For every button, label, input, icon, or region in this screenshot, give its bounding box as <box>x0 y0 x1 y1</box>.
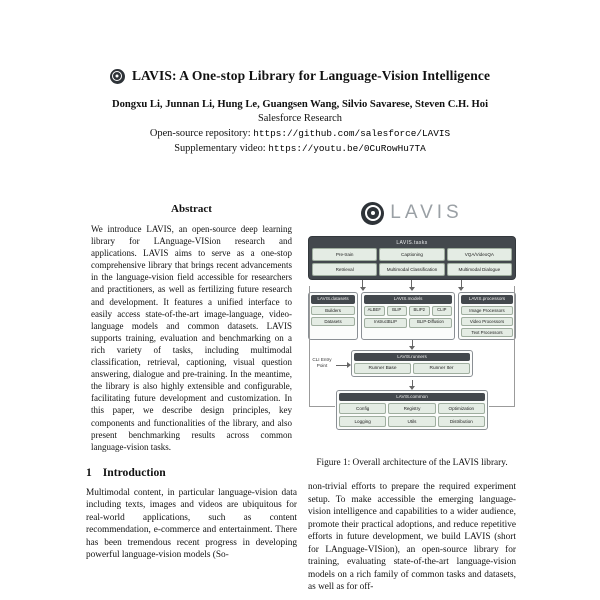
abstract-heading: Abstract <box>171 203 212 215</box>
processors-group-header: LAVIS.processors <box>461 295 513 304</box>
video-line <box>0 143 600 154</box>
lavis-logo-text: LAVIS <box>390 202 463 223</box>
affiliation: Salesforce Research <box>258 113 342 124</box>
modules-to-runners-arrow <box>308 340 516 350</box>
video-link[interactable]: https://youtu.be/0CuRowHu7TA <box>268 143 426 154</box>
left-column <box>86 203 297 562</box>
lavis-camera-logo-icon <box>361 202 384 225</box>
down-arrow-icon <box>412 340 413 347</box>
common-group-header: LAVIS.common <box>339 393 485 402</box>
title-row <box>0 68 600 84</box>
connector-line <box>514 286 515 406</box>
models-group-header: LAVIS.models <box>364 295 452 304</box>
model-box: ALBEF <box>364 306 385 316</box>
tasks-grid <box>312 248 512 276</box>
connector-line <box>309 406 335 407</box>
down-arrow-icon <box>461 280 462 287</box>
modules-row <box>308 292 516 340</box>
datasets-box: Datasets <box>311 317 355 326</box>
common-box: Logging <box>339 416 386 427</box>
tasks-group-header: LAVIS.tasks <box>396 240 428 246</box>
datasets-box: Builders <box>311 306 355 315</box>
connector-line <box>309 286 310 406</box>
tasks-group <box>308 236 516 280</box>
task-box: Multimodal Dialogue <box>447 263 512 276</box>
lavis-wordmark <box>308 198 516 228</box>
paper-title: LAVIS: A One-stop Library for Language-Vision Intelligence <box>131 68 491 83</box>
author-list: Dongxu Li, Junnan Li, Hung Le, Guangsen Wang, Silvio Savarese, Steven C.H. Hoi <box>111 99 489 110</box>
section-title: Introduction <box>102 465 166 479</box>
common-box: Config <box>339 403 386 414</box>
processor-box: Text Processors <box>461 328 513 337</box>
common-box: Optimization <box>438 403 485 414</box>
datasets-group <box>308 292 358 340</box>
down-arrow-icon <box>362 280 363 287</box>
model-box: BLIP-Diffusion <box>409 318 452 328</box>
lavis-camera-logo-icon <box>110 69 125 84</box>
section-1-heading <box>86 466 297 479</box>
task-box: Captioning <box>379 248 444 261</box>
runners-group <box>351 350 473 378</box>
down-arrow-icon <box>412 380 413 387</box>
common-box: Distribution <box>438 416 485 427</box>
figure-1-architecture-diagram <box>308 236 516 448</box>
right-arrow-icon <box>336 365 348 366</box>
common-box: Registry <box>388 403 435 414</box>
task-box: Pre-train <box>312 248 377 261</box>
datasets-group-header: LAVIS.datasets <box>311 295 355 304</box>
cli-entry-point-label: CLI Entry Point <box>312 356 332 368</box>
task-box: VQA/VideoQA <box>447 248 512 261</box>
task-box: Retrieval <box>312 263 377 276</box>
repo-link[interactable]: https://github.com/salesforce/LAVIS <box>253 128 451 139</box>
model-box: CLIP <box>432 306 453 316</box>
model-box: BLIP <box>387 306 408 316</box>
runner-box: Runner Base <box>354 363 411 374</box>
models-group <box>361 292 455 340</box>
repo-label: Open-source repository: <box>149 128 254 139</box>
right-column <box>308 198 516 594</box>
section-number: 1 <box>86 465 92 479</box>
model-box: BLIP2 <box>409 306 430 316</box>
processors-group <box>458 292 516 340</box>
repo-line <box>0 128 600 139</box>
down-arrow-icon <box>411 280 412 287</box>
model-box: InstructBLIP <box>364 318 407 328</box>
tasks-to-modules-arrows <box>308 280 516 292</box>
paper-header <box>0 68 600 154</box>
connector-line <box>489 406 515 407</box>
common-group <box>336 390 488 431</box>
runners-to-common-arrow <box>308 380 516 390</box>
runner-box: Runner Iter <box>413 363 470 374</box>
common-box: Utils <box>388 416 435 427</box>
processor-box: Image Processors <box>461 306 513 315</box>
runners-section <box>308 350 516 380</box>
right-column-paragraph: non-trivial efforts to prepare the required experiment setup. To make accessible the emerging language-vision intelligence and capabilities to a wider audience, promote their practical adoptions, and reduce repetitive efforts in future development, we build LAVIS (short for LAnguage-VISion), an open-source library for training, evaluating state-of-the-art language-vision models on a rich family of common tasks and datasets, as well as for off- <box>308 482 516 592</box>
runners-group-header: LAVIS.runners <box>354 353 470 362</box>
abstract-text: We introduce LAVIS, an open-source deep learning library for LAnguage-VISion research and applications. LAVIS aims to serve as a one-stop comprehensive library that brings recent advancements in the language-vision field accessible for researchers and practitioners, as well as fertilizing future research and development. It features a unified interface to easily access state-of-the-art image-language, video-language models and common datasets. LAVIS supports training, evaluation and benchmarking on a rich variety of tasks, including multimodal classification, retrieval, captioning, visual question answering, dialogue and pre-training. In the meantime, the library is also highly extensible and configurable, facilitating future development and customization. In this paper, we describe design principles, key components and functionalities of the library, and also present benchmarking results across common language-vision tasks. <box>91 224 292 452</box>
intro-paragraph: Multimodal content, in particular language-vision data including texts, images and videos are ubiquitous for real-world applications, such as content recommendation, e-commerce and entertainment. There has been tremendous recent progress in developing powerful language-vision models (So- <box>86 487 297 561</box>
task-box: Multimodal Classification <box>379 263 444 276</box>
video-label: Supplementary video: <box>174 143 269 154</box>
processor-box: Video Processors <box>461 317 513 326</box>
figure-1-caption: Figure 1: Overall architecture of the LAVIS library. <box>316 458 508 468</box>
